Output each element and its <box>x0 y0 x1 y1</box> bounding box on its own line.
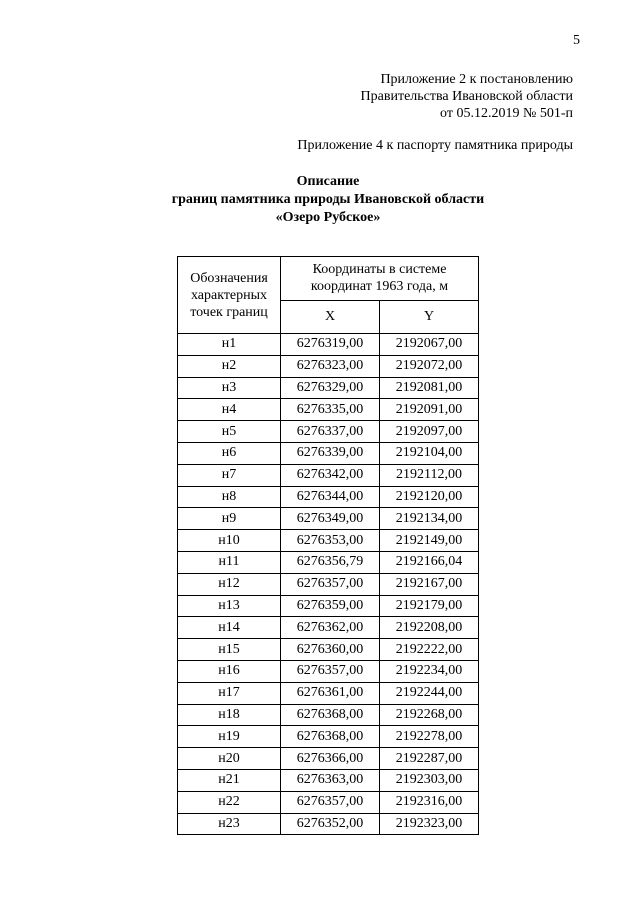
point-cell: н23 <box>178 813 281 835</box>
table-row <box>178 617 479 639</box>
y-cell: 2192268,00 <box>380 704 479 726</box>
x-cell: 6276360,00 <box>281 639 380 661</box>
x-cell: 6276368,00 <box>281 726 380 748</box>
y-cell: 2192091,00 <box>380 399 479 421</box>
point-cell: н16 <box>178 660 281 682</box>
table-row <box>178 486 479 508</box>
x-cell: 6276335,00 <box>281 399 380 421</box>
table-row <box>178 726 479 748</box>
table-row <box>178 508 479 530</box>
header-designation-line: характерных <box>190 287 268 303</box>
table-row <box>178 813 479 835</box>
header-x: X <box>281 300 380 333</box>
table-row <box>178 530 479 552</box>
y-cell: 2192166,04 <box>380 551 479 573</box>
x-cell: 6276357,00 <box>281 660 380 682</box>
header-designation <box>178 257 281 334</box>
point-cell: н9 <box>178 508 281 530</box>
y-cell: 2192072,00 <box>380 355 479 377</box>
y-cell: 2192316,00 <box>380 791 479 813</box>
table-row <box>178 464 479 486</box>
point-cell: н10 <box>178 530 281 552</box>
title-line: Описание <box>296 174 360 189</box>
x-cell: 6276368,00 <box>281 704 380 726</box>
y-cell: 2192104,00 <box>380 442 479 464</box>
point-cell: н2 <box>178 355 281 377</box>
header-system-line: Координаты в системе <box>312 262 447 278</box>
coordinates-table <box>177 256 479 835</box>
point-cell: н14 <box>178 617 281 639</box>
y-cell: 2192167,00 <box>380 573 479 595</box>
point-cell: н4 <box>178 399 281 421</box>
y-cell: 2192287,00 <box>380 748 479 770</box>
point-cell: н13 <box>178 595 281 617</box>
y-cell: 2192303,00 <box>380 769 479 791</box>
table-row <box>178 399 479 421</box>
x-cell: 6276357,00 <box>281 791 380 813</box>
table-row <box>178 769 479 791</box>
point-cell: н22 <box>178 791 281 813</box>
table-row <box>178 791 479 813</box>
header-designation-line: Обозначения <box>190 270 268 286</box>
document-title <box>0 173 640 227</box>
point-cell: н6 <box>178 442 281 464</box>
x-cell: 6276342,00 <box>281 464 380 486</box>
x-cell: 6276344,00 <box>281 486 380 508</box>
coordinates-rows <box>178 334 479 835</box>
header-designation-line: точек границ <box>190 304 268 320</box>
y-cell: 2192097,00 <box>380 421 479 443</box>
table-row <box>178 334 479 356</box>
appendix-line: Правительства Ивановской области <box>360 89 573 104</box>
y-cell: 2192134,00 <box>380 508 479 530</box>
header-system-line: координат 1963 года, м <box>310 279 449 295</box>
passport-note: Приложение 4 к паспорту памятника природы <box>297 138 573 153</box>
y-cell: 2192323,00 <box>380 813 479 835</box>
point-cell: н18 <box>178 704 281 726</box>
point-cell: н20 <box>178 748 281 770</box>
y-cell: 2192222,00 <box>380 639 479 661</box>
table-row <box>178 639 479 661</box>
appendix-line: Приложение 2 к постановлению <box>380 72 573 87</box>
point-cell: н8 <box>178 486 281 508</box>
point-cell: н3 <box>178 377 281 399</box>
y-cell: 2192120,00 <box>380 486 479 508</box>
x-cell: 6276357,00 <box>281 573 380 595</box>
x-cell: 6276352,00 <box>281 813 380 835</box>
title-line: границ памятника природы Ивановской области <box>171 192 485 207</box>
point-cell: н15 <box>178 639 281 661</box>
appendix-reference <box>361 71 573 122</box>
point-cell: н12 <box>178 573 281 595</box>
x-cell: 6276339,00 <box>281 442 380 464</box>
y-cell: 2192179,00 <box>380 595 479 617</box>
header-coordinate-system <box>281 257 479 301</box>
x-cell: 6276323,00 <box>281 355 380 377</box>
table-row <box>178 377 479 399</box>
x-cell: 6276363,00 <box>281 769 380 791</box>
y-cell: 2192278,00 <box>380 726 479 748</box>
x-cell: 6276337,00 <box>281 421 380 443</box>
y-cell: 2192244,00 <box>380 682 479 704</box>
x-cell: 6276356,79 <box>281 551 380 573</box>
point-cell: н5 <box>178 421 281 443</box>
table-row <box>178 748 479 770</box>
y-cell: 2192208,00 <box>380 617 479 639</box>
y-cell: 2192081,00 <box>380 377 479 399</box>
point-cell: н1 <box>178 334 281 356</box>
x-cell: 6276359,00 <box>281 595 380 617</box>
x-cell: 6276361,00 <box>281 682 380 704</box>
point-cell: н11 <box>178 551 281 573</box>
point-cell: н7 <box>178 464 281 486</box>
x-cell: 6276349,00 <box>281 508 380 530</box>
table-row <box>178 704 479 726</box>
y-cell: 2192234,00 <box>380 660 479 682</box>
y-cell: 2192149,00 <box>380 530 479 552</box>
x-cell: 6276329,00 <box>281 377 380 399</box>
header-y: Y <box>380 300 479 333</box>
title-line: «Озеро Рубское» <box>275 210 381 225</box>
table-row <box>178 682 479 704</box>
x-cell: 6276353,00 <box>281 530 380 552</box>
point-cell: н21 <box>178 769 281 791</box>
x-cell: 6276366,00 <box>281 748 380 770</box>
y-cell: 2192112,00 <box>380 464 479 486</box>
table-row <box>178 551 479 573</box>
x-cell: 6276319,00 <box>281 334 380 356</box>
point-cell: н17 <box>178 682 281 704</box>
x-cell: 6276362,00 <box>281 617 380 639</box>
appendix-line: от 05.12.2019 № 501-п <box>440 106 573 121</box>
page-number: 5 <box>573 33 580 48</box>
y-cell: 2192067,00 <box>380 334 479 356</box>
table-row <box>178 355 479 377</box>
table-row <box>178 595 479 617</box>
table-row <box>178 421 479 443</box>
table-row <box>178 442 479 464</box>
table-row <box>178 573 479 595</box>
table-row <box>178 660 479 682</box>
point-cell: н19 <box>178 726 281 748</box>
